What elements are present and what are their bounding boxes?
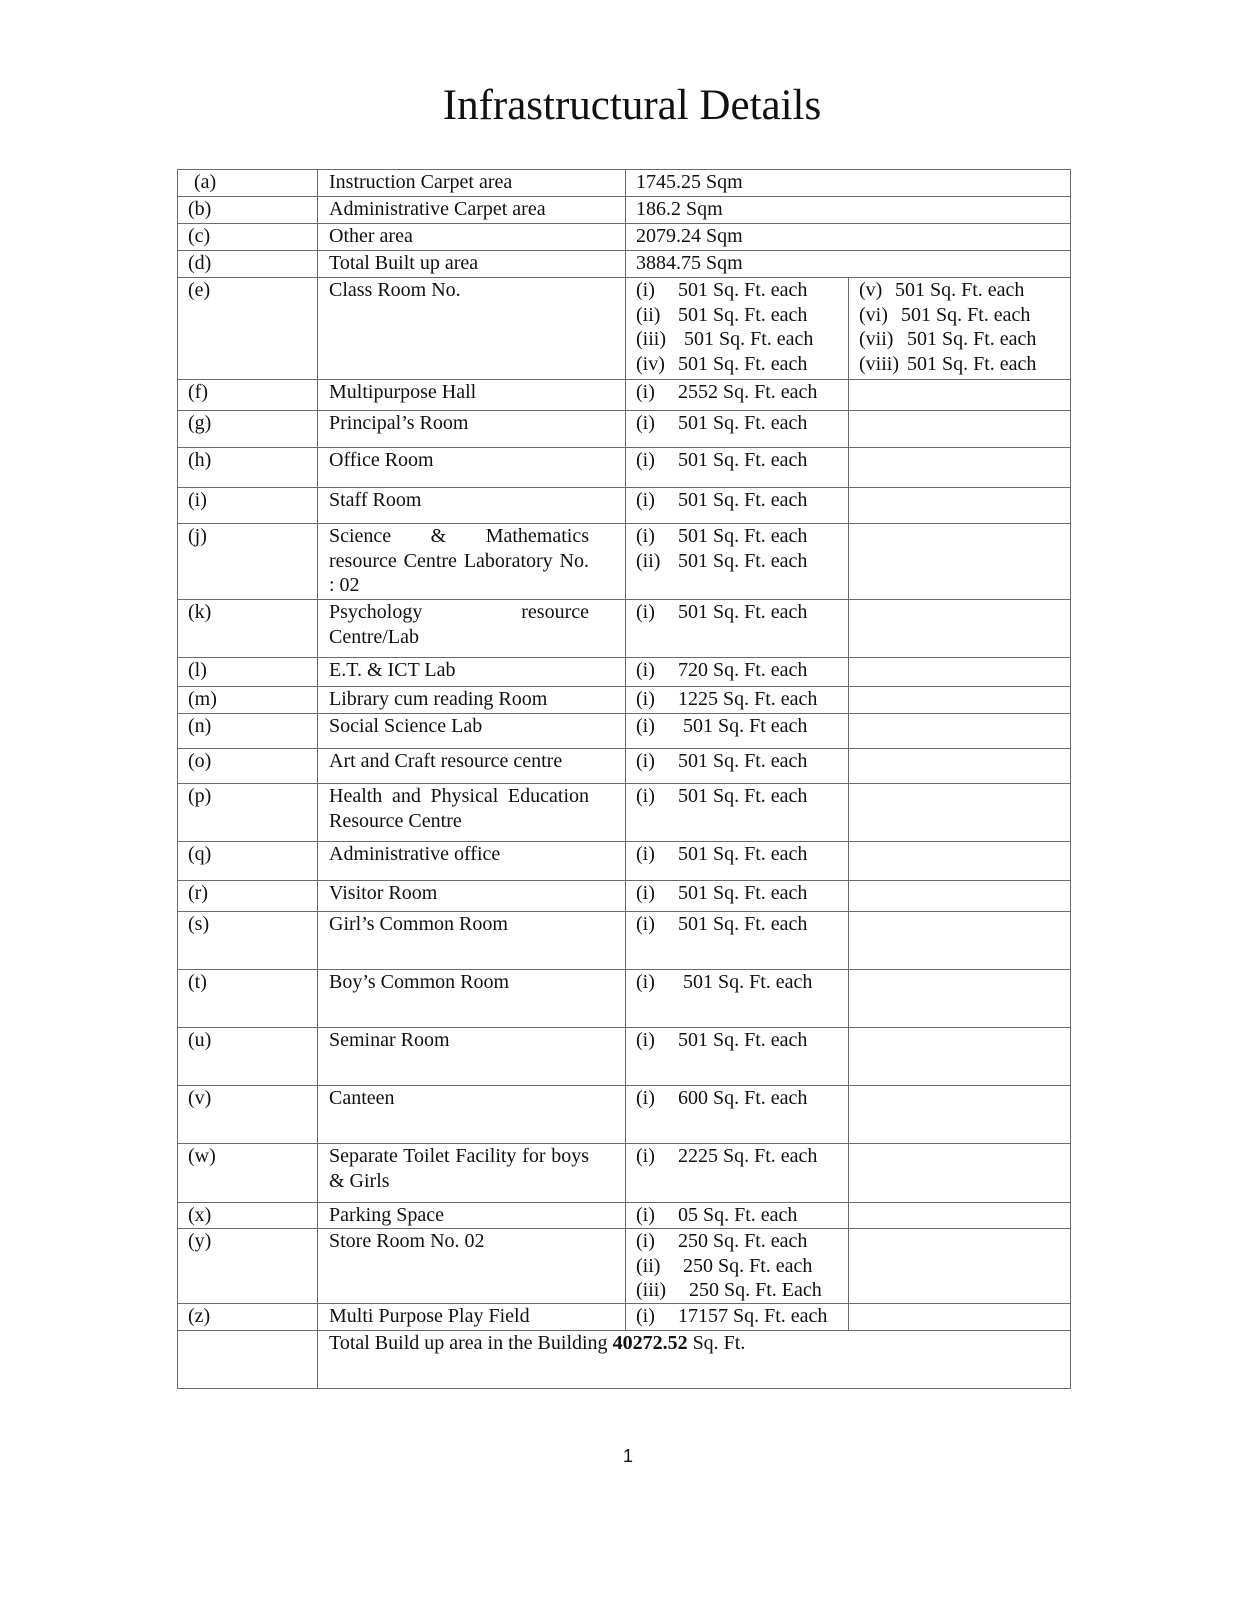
- row-areas-extra: [849, 842, 1071, 881]
- item-area: 250 Sq. Ft. each: [678, 1230, 808, 1252]
- item-area: 501 Sq. Ft. each: [678, 601, 808, 623]
- item-area: 501 Sq. Ft. each: [678, 412, 808, 434]
- item-roman-numeral: (i): [636, 601, 655, 623]
- row-name: Canteen: [318, 1086, 626, 1144]
- row-label: (p): [178, 784, 318, 842]
- table-row: [178, 524, 1071, 600]
- row-areas-extra: [849, 488, 1071, 524]
- row-areas: [626, 687, 849, 714]
- row-label: (l): [178, 658, 318, 687]
- row-areas: [626, 524, 849, 600]
- area-item: [636, 278, 848, 303]
- row-name: Administrative Carpet area: [318, 197, 626, 224]
- area-item: [636, 1229, 848, 1254]
- item-roman-numeral: (i): [636, 489, 655, 511]
- area-item: [636, 714, 848, 739]
- row-areas-extra: [849, 1144, 1071, 1203]
- row-label: (s): [178, 912, 318, 970]
- item-roman-numeral: (i): [636, 688, 655, 710]
- item-area: 501 Sq. Ft. each: [678, 303, 808, 326]
- row-name: Visitor Room: [318, 881, 626, 912]
- item-roman-numeral: (i): [636, 785, 655, 807]
- row-areas-extra: [849, 1203, 1071, 1229]
- total-build-up-area: [318, 1331, 1071, 1389]
- total-label-empty: [178, 1331, 318, 1389]
- row-name: Instruction Carpet area: [318, 170, 626, 197]
- table-row: [178, 749, 1071, 784]
- item-roman-numeral: (i): [636, 715, 655, 737]
- item-roman-numeral: (i): [636, 1145, 655, 1167]
- table-row: [178, 197, 1071, 224]
- area-item: [636, 842, 848, 867]
- item-roman-numeral: (i): [636, 412, 655, 434]
- row-label: (d): [178, 251, 318, 278]
- row-areas: [626, 488, 849, 524]
- area-item: [636, 687, 848, 712]
- row-label: (g): [178, 411, 318, 448]
- row-areas: [626, 970, 849, 1028]
- area-item: [636, 448, 848, 473]
- row-label: (t): [178, 970, 318, 1028]
- row-name: Science & Mathematics resource Centre Laboratory No. : 02: [318, 524, 626, 600]
- item-area: 05 Sq. Ft. each: [678, 1204, 798, 1226]
- row-name: Office Room: [318, 448, 626, 488]
- total-value: 40272.52: [612, 1332, 688, 1354]
- row-label: (h): [178, 448, 318, 488]
- table-row: [178, 658, 1071, 687]
- area-item: [859, 352, 1070, 377]
- row-name: Seminar Room: [318, 1028, 626, 1086]
- row-label: (x): [178, 1203, 318, 1229]
- area-item: [636, 912, 848, 937]
- area-item: [636, 1203, 848, 1228]
- area-item: [636, 970, 848, 995]
- area-item: [636, 1086, 848, 1111]
- table-row: [178, 448, 1071, 488]
- row-name: Girl’s Common Room: [318, 912, 626, 970]
- row-name: Parking Space: [318, 1203, 626, 1229]
- item-area: 501 Sq. Ft. each: [678, 843, 808, 865]
- row-areas-extra: [849, 687, 1071, 714]
- row-areas-extra: [849, 1028, 1071, 1086]
- row-areas: [626, 1086, 849, 1144]
- table-row: [178, 251, 1071, 278]
- item-area: 501 Sq. Ft. each: [907, 328, 1037, 350]
- row-name: Multipurpose Hall: [318, 380, 626, 411]
- table-row: [178, 1144, 1071, 1203]
- total-suffix: Sq. Ft.: [687, 1332, 746, 1354]
- row-name: Social Science Lab: [318, 714, 626, 749]
- row-label: (r): [178, 881, 318, 912]
- area-item: [636, 411, 848, 436]
- row-name: Principal’s Room: [318, 411, 626, 448]
- item-area: 501 Sq. Ft. each: [678, 971, 813, 993]
- item-area: 501 Sq. Ft. each: [678, 279, 808, 301]
- row-label: (c): [178, 224, 318, 251]
- item-area: 501 Sq. Ft. each: [678, 785, 808, 807]
- item-roman-numeral: (i): [636, 1204, 655, 1226]
- item-roman-numeral: (ii): [636, 1254, 661, 1277]
- row-areas-extra: [849, 1304, 1071, 1331]
- row-name: Staff Room: [318, 488, 626, 524]
- area-item: [636, 488, 848, 513]
- row-areas: [626, 1229, 849, 1304]
- row-name: Boy’s Common Room: [318, 970, 626, 1028]
- item-area: 501 Sq. Ft. each: [678, 882, 808, 904]
- row-name: E.T. & ICT Lab: [318, 658, 626, 687]
- area-item: [859, 303, 1070, 328]
- row-label: (i): [178, 488, 318, 524]
- row-name: Other area: [318, 224, 626, 251]
- row-areas-extra: [849, 411, 1071, 448]
- area-item: [636, 1304, 848, 1329]
- item-roman-numeral: (i): [636, 1087, 655, 1109]
- row-label: (m): [178, 687, 318, 714]
- item-area: 501 Sq. Ft. each: [678, 525, 808, 547]
- row-name: Library cum reading Room: [318, 687, 626, 714]
- item-roman-numeral: (ii): [636, 549, 661, 572]
- item-area: 501 Sq. Ft. each: [678, 549, 808, 572]
- row-areas: [626, 278, 849, 380]
- table-row: [178, 600, 1071, 658]
- area-item: [636, 1254, 848, 1279]
- table-row: [178, 842, 1071, 881]
- area-item: [636, 749, 848, 774]
- area-item: [636, 303, 848, 328]
- item-roman-numeral: (i): [636, 971, 655, 993]
- table-row: [178, 278, 1071, 380]
- row-areas-extra: [849, 714, 1071, 749]
- row-areas-extra: [849, 524, 1071, 600]
- table-row: [178, 784, 1071, 842]
- row-label: (y): [178, 1229, 318, 1304]
- table-row: [178, 912, 1071, 970]
- total-row: [178, 1331, 1071, 1389]
- area-item: [636, 1144, 848, 1169]
- item-roman-numeral: (iv): [636, 352, 665, 375]
- table-row: [178, 1203, 1071, 1229]
- row-areas: [626, 842, 849, 881]
- item-roman-numeral: (i): [636, 913, 655, 935]
- row-label: (v): [178, 1086, 318, 1144]
- table-row: [178, 970, 1071, 1028]
- table-row: [178, 1028, 1071, 1086]
- row-areas: [626, 1144, 849, 1203]
- row-areas-extra: [849, 1229, 1071, 1304]
- row-label: (u): [178, 1028, 318, 1086]
- item-roman-numeral: (i): [636, 750, 655, 772]
- row-areas: [626, 380, 849, 411]
- row-label: (n): [178, 714, 318, 749]
- row-name: Psychology resource Centre/Lab: [318, 600, 626, 658]
- item-roman-numeral: (i): [636, 659, 655, 681]
- item-roman-numeral: (ii): [636, 303, 661, 326]
- item-roman-numeral: (viii): [859, 352, 899, 375]
- row-areas: [626, 1304, 849, 1331]
- row-label: (j): [178, 524, 318, 600]
- item-roman-numeral: (i): [636, 1029, 655, 1051]
- table-row: [178, 411, 1071, 448]
- item-area: 501 Sq. Ft. each: [907, 352, 1037, 375]
- row-areas: [626, 1203, 849, 1229]
- table-row: [178, 170, 1071, 197]
- row-areas: [626, 881, 849, 912]
- table-row: [178, 714, 1071, 749]
- row-areas-extra: [849, 600, 1071, 658]
- item-roman-numeral: (i): [636, 843, 655, 865]
- item-roman-numeral: (i): [636, 1230, 655, 1252]
- area-item: [636, 658, 848, 683]
- total-prefix: Total Build up area in the Building: [329, 1332, 613, 1354]
- row-areas: [626, 784, 849, 842]
- row-areas-extra: [849, 912, 1071, 970]
- item-roman-numeral: (vii): [859, 328, 894, 350]
- item-roman-numeral: (iii): [636, 328, 666, 350]
- area-item: [636, 380, 848, 405]
- row-value: 2079.24 Sqm: [626, 224, 1071, 251]
- row-label: (b): [178, 197, 318, 224]
- table-row: [178, 1086, 1071, 1144]
- item-roman-numeral: (v): [859, 279, 883, 301]
- row-name: Administrative office: [318, 842, 626, 881]
- item-area: 2552 Sq. Ft. each: [678, 381, 818, 403]
- item-area: 501 Sq. Ft. each: [684, 328, 814, 350]
- row-areas-extra: [849, 970, 1071, 1028]
- item-area: 501 Sq. Ft. each: [678, 449, 808, 471]
- row-value: 1745.25 Sqm: [626, 170, 1071, 197]
- item-roman-numeral: (i): [636, 279, 655, 301]
- area-item: [636, 327, 848, 352]
- table-row: [178, 224, 1071, 251]
- row-areas-extra: [849, 881, 1071, 912]
- row-areas-extra: [849, 1086, 1071, 1144]
- row-name: Art and Craft resource centre: [318, 749, 626, 784]
- row-label: (w): [178, 1144, 318, 1203]
- area-item: [636, 600, 848, 625]
- row-areas: [626, 658, 849, 687]
- row-name: Total Built up area: [318, 251, 626, 278]
- row-areas-extra: [849, 448, 1071, 488]
- row-label: (e): [178, 278, 318, 380]
- row-label: (o): [178, 749, 318, 784]
- item-roman-numeral: (i): [636, 381, 655, 403]
- item-area: 1225 Sq. Ft. each: [678, 688, 818, 710]
- item-area: 250 Sq. Ft. Each: [684, 1279, 822, 1301]
- item-area: 2225 Sq. Ft. each: [678, 1145, 818, 1167]
- item-area: 17157 Sq. Ft. each: [678, 1305, 828, 1327]
- row-areas-extra: [849, 658, 1071, 687]
- item-area: 250 Sq. Ft. each: [678, 1254, 813, 1277]
- row-label: (z): [178, 1304, 318, 1331]
- row-areas: [626, 600, 849, 658]
- row-label: (k): [178, 600, 318, 658]
- area-item: [636, 881, 848, 906]
- table-row: [178, 1304, 1071, 1331]
- row-name: Separate Toilet Facility for boys & Girls: [318, 1144, 626, 1203]
- row-areas: [626, 1028, 849, 1086]
- item-roman-numeral: (i): [636, 449, 655, 471]
- area-item: [636, 1028, 848, 1053]
- item-roman-numeral: (iii): [636, 1279, 666, 1301]
- item-area: 501 Sq. Ft. each: [678, 750, 808, 772]
- item-roman-numeral: (i): [636, 1305, 655, 1327]
- item-roman-numeral: (i): [636, 525, 655, 547]
- item-area: 501 Sq. Ft. each: [901, 303, 1031, 326]
- area-item: [859, 278, 1070, 303]
- item-area: 501 Sq. Ft. each: [678, 913, 808, 935]
- area-item: [859, 327, 1070, 352]
- area-item: [636, 524, 848, 549]
- item-area: 501 Sq. Ft. each: [678, 489, 808, 511]
- table-row: [178, 380, 1071, 411]
- row-areas-extra: [849, 749, 1071, 784]
- item-roman-numeral: (i): [636, 882, 655, 904]
- page-number: 1: [622, 1446, 633, 1466]
- table-row: [178, 687, 1071, 714]
- table-row: [178, 881, 1071, 912]
- infrastructure-table: [177, 169, 1071, 1389]
- item-area: 600 Sq. Ft. each: [678, 1087, 808, 1109]
- table-row: [178, 1229, 1071, 1304]
- row-areas: [626, 749, 849, 784]
- item-area: 720 Sq. Ft. each: [678, 659, 808, 681]
- area-item: [636, 1278, 848, 1303]
- row-value: 186.2 Sqm: [626, 197, 1071, 224]
- row-areas: [626, 714, 849, 749]
- item-area: 501 Sq. Ft each: [678, 715, 808, 737]
- row-areas: [626, 411, 849, 448]
- row-name: Health and Physical Education Resource Centre: [318, 784, 626, 842]
- row-label: (q): [178, 842, 318, 881]
- item-roman-numeral: (vi): [859, 303, 888, 326]
- item-area: 501 Sq. Ft. each: [678, 352, 808, 375]
- row-name: Store Room No. 02: [318, 1229, 626, 1304]
- table-row: [178, 488, 1071, 524]
- row-areas-extra: [849, 278, 1071, 380]
- row-areas-extra: [849, 380, 1071, 411]
- row-areas-extra: [849, 784, 1071, 842]
- row-label: (a): [178, 170, 318, 197]
- row-areas: [626, 912, 849, 970]
- area-item: [636, 784, 848, 809]
- item-area: 501 Sq. Ft. each: [678, 1029, 808, 1051]
- row-name: Class Room No.: [318, 278, 626, 380]
- row-value: 3884.75 Sqm: [626, 251, 1071, 278]
- area-item: [636, 549, 848, 574]
- row-areas: [626, 448, 849, 488]
- page-title: Infrastructural Details: [442, 82, 822, 129]
- area-item: [636, 352, 848, 377]
- row-name: Multi Purpose Play Field: [318, 1304, 626, 1331]
- row-label: (f): [178, 380, 318, 411]
- item-area: 501 Sq. Ft. each: [895, 279, 1025, 301]
